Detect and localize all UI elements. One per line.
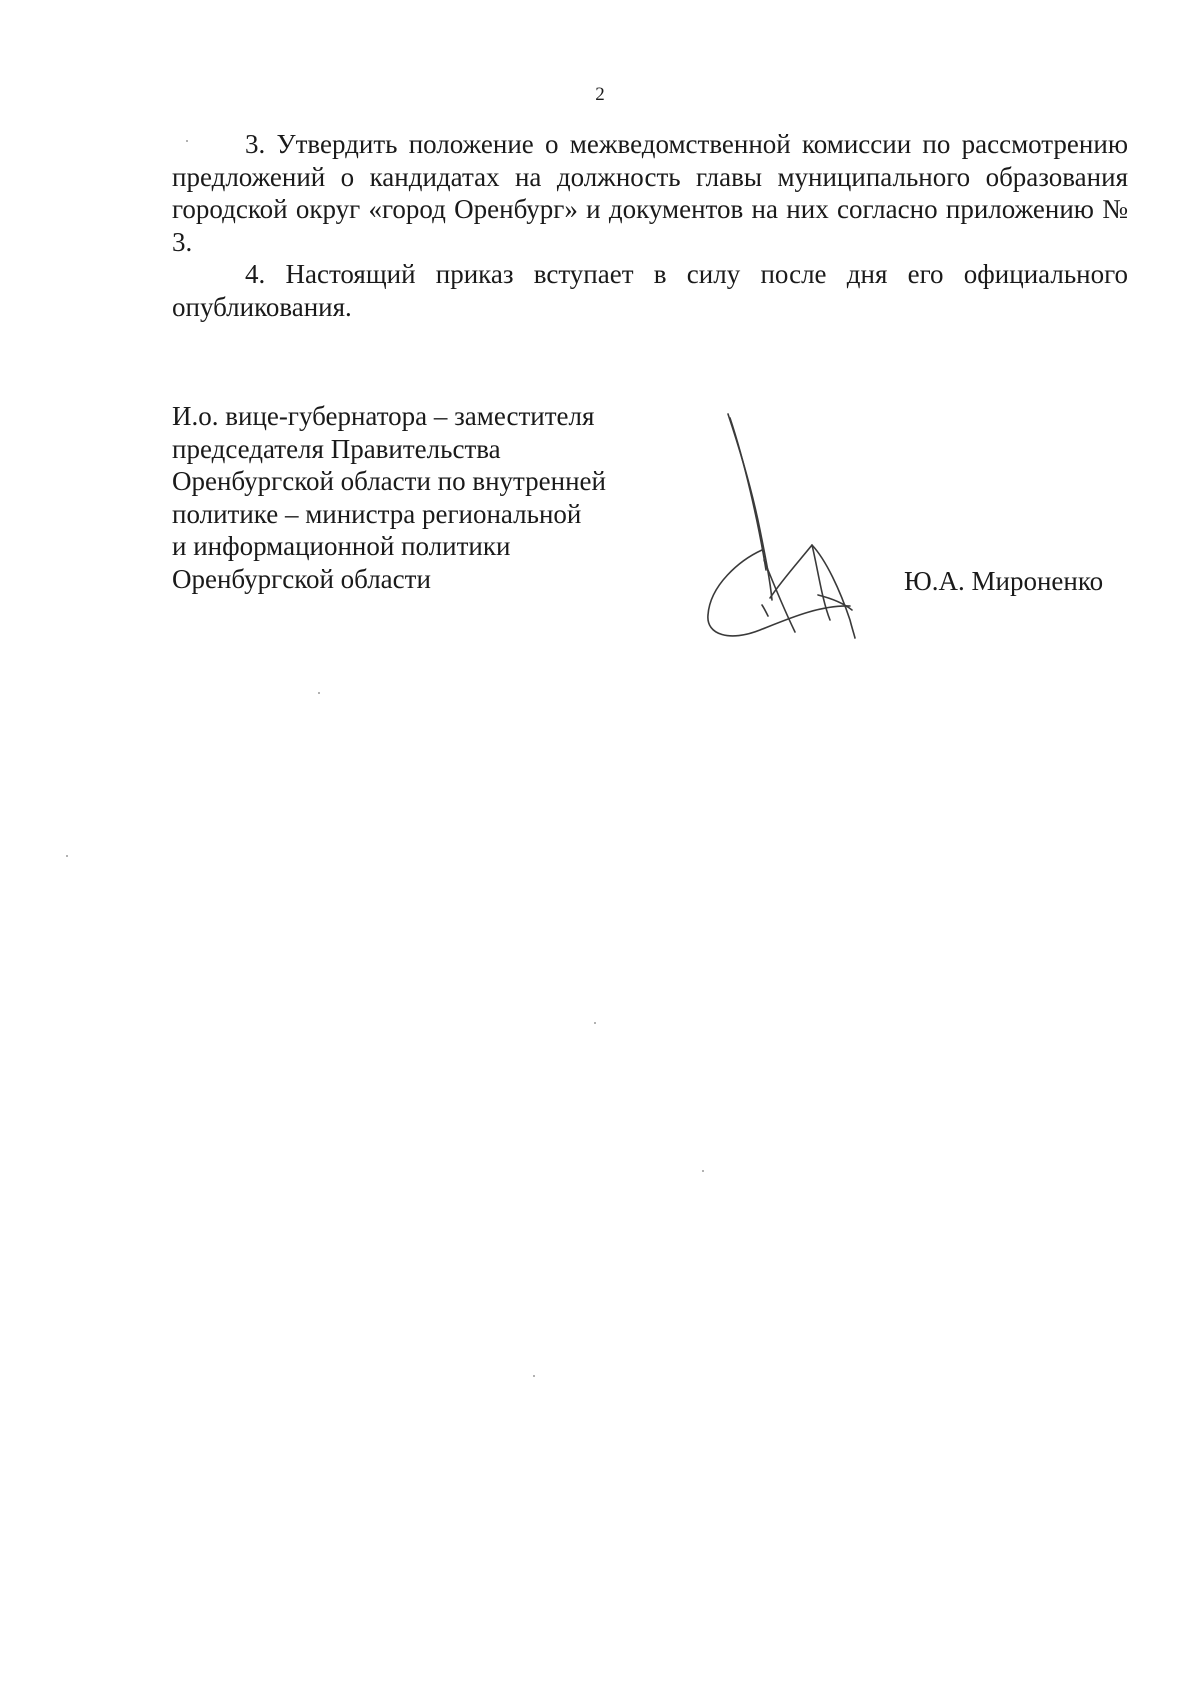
document-body (172, 128, 1128, 323)
scan-speck (702, 1170, 704, 1172)
handwritten-signature (700, 410, 880, 660)
signatory-title-line: политике – министра региональной (172, 498, 582, 529)
scan-speck (186, 140, 188, 142)
scan-speck (594, 1022, 596, 1024)
signatory-title-line: И.о. вице-губернатора – заместителя (172, 401, 595, 431)
signatory-name: Ю.А. Мироненко (904, 566, 1104, 596)
scan-speck (66, 855, 68, 857)
paragraph-item-4: 4. Настоящий приказ вступает в силу после дня его официального опубликования. (172, 259, 1128, 322)
signatory-title-line: Оренбургской области (172, 563, 431, 594)
signatory-title (172, 400, 652, 595)
signatory-title-line: и информационной политики (172, 531, 511, 561)
page-number: 2 (595, 84, 605, 105)
signatory-title-line: председателя Правительства (172, 433, 501, 464)
scan-speck (533, 1375, 535, 1377)
signatory-title-line: Оренбургской области по внутренней (172, 466, 606, 496)
scan-speck (318, 692, 320, 694)
paragraph-item-3: 3. Утвердить положение о межведомственной комиссии по рассмотрению предложений о кандидатах на должность главы муниципального образования городской округ «город Оренбург» и документов на них согласно приложению № 3. (172, 129, 1128, 257)
